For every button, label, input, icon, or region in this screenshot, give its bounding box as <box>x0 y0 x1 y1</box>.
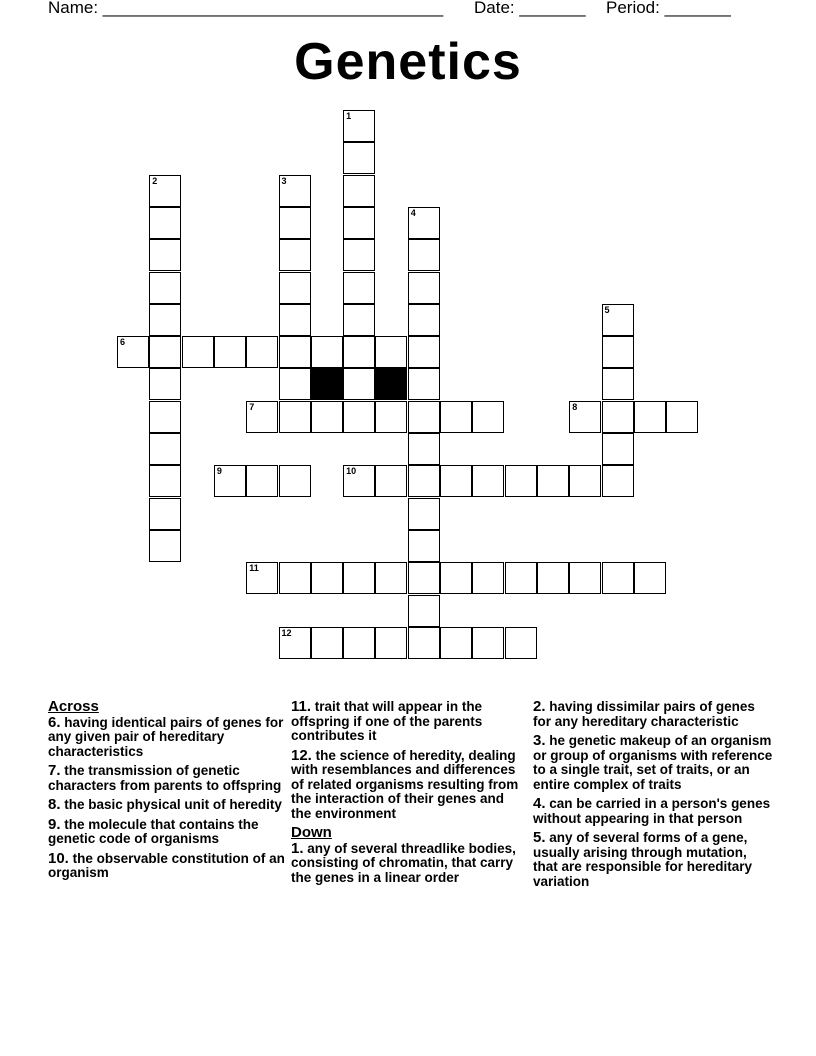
grid-cell[interactable] <box>149 401 181 433</box>
grid-cell[interactable] <box>602 336 634 368</box>
grid-cell[interactable] <box>279 401 311 433</box>
grid-cell[interactable] <box>408 595 440 627</box>
cell-number: 9 <box>216 466 222 477</box>
grid-cell[interactable] <box>375 401 407 433</box>
grid-cell[interactable] <box>602 465 634 497</box>
grid-cell[interactable] <box>634 562 666 594</box>
grid-cell[interactable] <box>472 562 504 594</box>
grid-cell[interactable] <box>343 465 375 497</box>
cell-number: 1 <box>346 111 352 121</box>
grid-cell[interactable] <box>311 562 343 594</box>
grid-cell[interactable] <box>279 627 311 659</box>
clue-across-11: 11. trait that will appear in the offspring if one of the parents contributes it <box>291 698 483 743</box>
cell-number: 8 <box>572 401 578 412</box>
grid-cell[interactable] <box>472 465 504 497</box>
grid-cell[interactable] <box>343 175 375 207</box>
grid-cell[interactable] <box>149 175 181 207</box>
grid-cell[interactable] <box>343 304 375 336</box>
cell-number: 10 <box>346 466 357 477</box>
clue-across-7: 7. the transmission of genetic characters from parents to offspring <box>48 762 282 793</box>
grid-cell[interactable] <box>117 336 149 368</box>
grid-cell[interactable] <box>505 562 537 594</box>
grid-cell[interactable] <box>472 627 504 659</box>
grid-cell[interactable] <box>343 239 375 271</box>
grid-cell[interactable] <box>149 530 181 562</box>
clue-column-2 <box>291 700 527 890</box>
date-field[interactable]: Date: _______ <box>474 0 586 17</box>
grid-cell[interactable] <box>149 433 181 465</box>
grid-cell[interactable] <box>408 272 440 304</box>
grid-cell[interactable] <box>569 401 601 433</box>
grid-cell[interactable] <box>343 272 375 304</box>
grid-cell[interactable] <box>149 498 181 530</box>
grid-cell[interactable] <box>440 627 472 659</box>
grid-cell[interactable] <box>343 207 375 239</box>
grid-cell[interactable] <box>246 401 278 433</box>
cell-number: 2 <box>152 175 158 186</box>
grid-cell[interactable] <box>279 562 311 594</box>
grid-cell[interactable] <box>279 207 311 239</box>
grid-cell[interactable] <box>408 433 440 465</box>
grid-cell[interactable] <box>537 465 569 497</box>
clue-across-10: 10. the observable constitution of an organism <box>48 849 285 880</box>
across-heading: Across <box>48 698 99 715</box>
grid-cell[interactable] <box>408 207 440 239</box>
grid-cell[interactable] <box>343 627 375 659</box>
grid-cell[interactable] <box>666 401 698 433</box>
grid-cell[interactable] <box>472 401 504 433</box>
grid-cell[interactable] <box>602 368 634 400</box>
grid-cell[interactable] <box>569 465 601 497</box>
grid-cell[interactable] <box>279 336 311 368</box>
clue-across-6: 6. having identical pairs of genes for any given pair of hereditary characteristics <box>48 713 284 759</box>
grid-cell[interactable] <box>149 239 181 271</box>
grid-cell[interactable] <box>279 239 311 271</box>
clue-down-3: 3. he genetic makeup of an organism or group of organisms with reference to a single trait, set of traits, or an entire complex of traits <box>533 732 773 792</box>
grid-cell[interactable] <box>569 562 601 594</box>
cell-number: 6 <box>120 337 126 348</box>
period-field[interactable]: Period: _______ <box>606 0 731 17</box>
page-title: Genetics <box>294 33 522 91</box>
clue-column-3 <box>533 700 773 894</box>
grid-cell[interactable] <box>408 368 440 400</box>
grid-cell[interactable] <box>149 368 181 400</box>
grid-cell[interactable] <box>408 530 440 562</box>
grid-cell[interactable] <box>343 110 375 142</box>
grid-cell[interactable] <box>149 465 181 497</box>
cell-number: 3 <box>281 175 287 186</box>
grid-cell[interactable] <box>279 175 311 207</box>
grid-cell[interactable] <box>440 465 472 497</box>
grid-cell[interactable] <box>311 401 343 433</box>
grid-cell[interactable] <box>375 627 407 659</box>
grid-cell[interactable] <box>279 272 311 304</box>
clue-across-8: 8. the basic physical unit of heredity <box>48 796 282 813</box>
grid-cell[interactable] <box>408 562 440 594</box>
grid-cell[interactable] <box>343 562 375 594</box>
grid-cell[interactable] <box>375 465 407 497</box>
cell-number: 4 <box>410 207 416 218</box>
grid-cell[interactable] <box>279 465 311 497</box>
clue-down-1: 1. any of several threadlike bodies, consisting of chromatin, that carry the genes in a linear order <box>291 839 516 885</box>
grid-cell[interactable] <box>149 272 181 304</box>
grid-cell[interactable] <box>149 304 181 336</box>
grid-cell[interactable] <box>375 562 407 594</box>
grid-cell[interactable] <box>279 304 311 336</box>
grid-cell[interactable] <box>311 336 343 368</box>
clue-down-5: 5. any of several forms of a gene, usually arising through mutation, that are responsible for hereditary variation <box>533 829 753 889</box>
grid-cell[interactable] <box>408 239 440 271</box>
cell-number: 7 <box>249 401 255 412</box>
cell-number: 5 <box>604 304 610 315</box>
grid-cell[interactable] <box>246 336 278 368</box>
grid-cell[interactable] <box>214 336 246 368</box>
grid-cell[interactable] <box>408 498 440 530</box>
grid-cell[interactable] <box>602 562 634 594</box>
grid-cell[interactable] <box>440 401 472 433</box>
grid-cell[interactable] <box>602 401 634 433</box>
down-heading: Down <box>291 824 332 841</box>
black-cell <box>375 368 407 400</box>
grid-cell[interactable] <box>279 368 311 400</box>
grid-cell[interactable] <box>602 433 634 465</box>
grid-cell[interactable] <box>408 465 440 497</box>
grid-cell[interactable] <box>408 627 440 659</box>
grid-cell[interactable] <box>440 562 472 594</box>
cell-number: 12 <box>281 627 292 638</box>
grid-cell[interactable] <box>343 401 375 433</box>
grid-cell[interactable] <box>246 465 278 497</box>
grid-cell[interactable] <box>537 562 569 594</box>
clue-down-4: 4. can be carried in a person's genes without appearing in that person <box>533 795 771 826</box>
clue-across-9: 9. the molecule that contains the genetic code of organisms <box>48 815 259 846</box>
grid-cell[interactable] <box>343 368 375 400</box>
grid-cell[interactable] <box>246 562 278 594</box>
grid-cell[interactable] <box>214 465 246 497</box>
grid-cell[interactable] <box>343 142 375 174</box>
grid-cell[interactable] <box>343 336 375 368</box>
clue-column-1 <box>48 700 286 886</box>
clue-down-2: 2. having dissimilar pairs of genes for any hereditary characteristic <box>533 698 755 729</box>
black-cell <box>311 368 343 400</box>
clue-across-12: 12. the science of heredity, dealing with resemblances and differences of related organisms resulting from the interaction of their genes and the environment <box>291 746 519 821</box>
grid-cell[interactable] <box>149 336 181 368</box>
grid-cell[interactable] <box>408 304 440 336</box>
grid-cell[interactable] <box>408 336 440 368</box>
grid-cell[interactable] <box>602 304 634 336</box>
grid-cell[interactable] <box>149 207 181 239</box>
grid-cell[interactable] <box>505 627 537 659</box>
grid-cell[interactable] <box>182 336 214 368</box>
grid-cell[interactable] <box>408 401 440 433</box>
cell-number: 11 <box>249 563 259 574</box>
grid-cell[interactable] <box>634 401 666 433</box>
grid-cell[interactable] <box>375 336 407 368</box>
grid-cell[interactable] <box>505 465 537 497</box>
name-field[interactable]: Name: ____________________________________ <box>48 0 444 17</box>
grid-cell[interactable] <box>311 627 343 659</box>
